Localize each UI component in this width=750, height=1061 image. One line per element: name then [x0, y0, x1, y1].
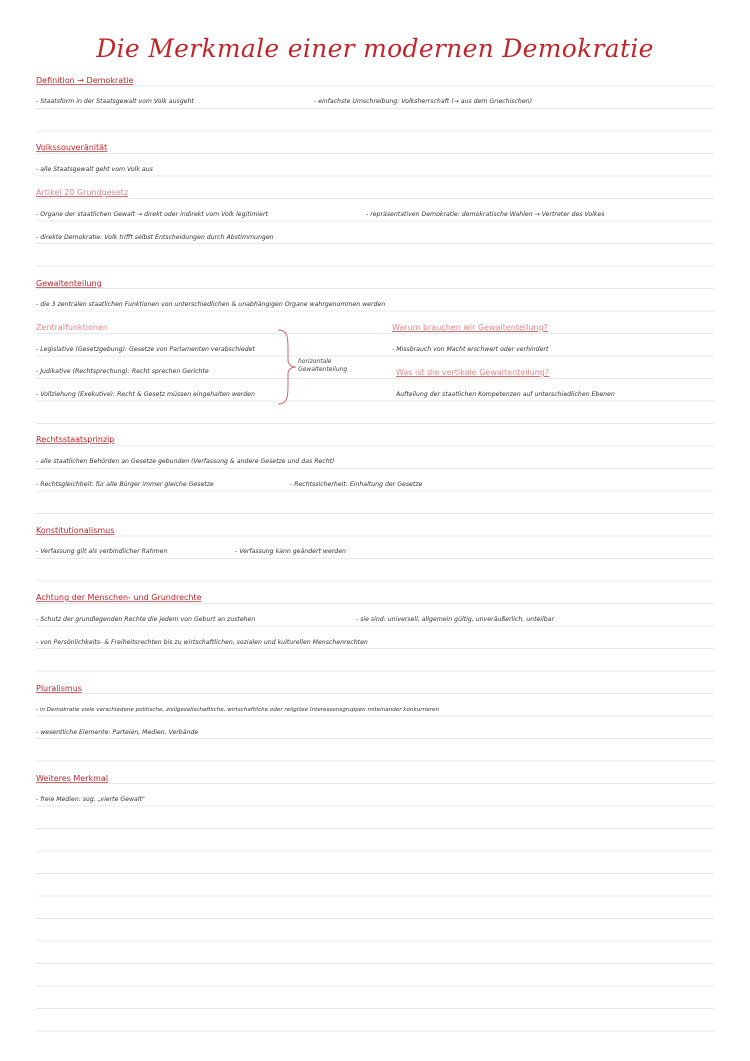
text-rechtsgleichheit: - Rechtsgleichheit: für alle Bürger immer gleiche Gesetze: [36, 481, 214, 488]
text-gewaltenteilung-1: - die 3 zentralen staatlichen Funktionen von unterschiedlichen & unabhängigen Organe wahrgenommen werden: [36, 301, 386, 308]
text-rechtsstaat-1: - alle staatlichen Behörden an Gesetze gebunden (Verfassung & andere Gesetze und das Recht): [36, 458, 335, 465]
text-grundrechte-1-left: - Schutz der grundlegenden Rechte die jedem von Geburt an zustehen: [36, 616, 256, 623]
brace-label-line-1: horizontale: [298, 358, 332, 365]
text-definition-left: - Staatsform in der Staatsgewalt vom Volk ausgeht: [36, 98, 194, 105]
heading-weiteres-merkmal: Weiteres Merkmal: [36, 774, 109, 783]
heading-konstitutionalismus: Konstitutionalismus: [36, 526, 115, 535]
page-title: Die Merkmale einer modernen Demokratie: [96, 34, 654, 63]
heading-definition: Definition → Demokratie: [36, 76, 134, 85]
subheading-zentralfunktionen: Zentralfunktionen: [36, 323, 108, 332]
text-volkssouveraenitaet-2-left: - Organe der staatlichen Gewalt → direkt oder indirekt vom Volk legitimiert: [36, 211, 268, 218]
text-missbrauch: - Missbrauch von Macht erschwert oder verhindert: [392, 346, 549, 353]
text-konstitutionalismus-left: - Verfassung gilt als verbindlicher Rahmen: [36, 548, 168, 555]
heading-rechtsstaatsprinzip: Rechtsstaatsprinzip: [36, 435, 115, 444]
brace-label-line-2: Gewaltenteilung: [298, 366, 348, 373]
text-konstitutionalismus-right: - Verfassung kann geändert werden: [235, 548, 346, 555]
text-grundrechte-2: - von Persönlichkeits- & Freiheitsrechten bis zu wirtschaftlichen, sozialen und kulturellen Menschenrechten: [36, 639, 368, 646]
brace-label: [298, 358, 347, 374]
text-pluralismus-1: - in Demokratie viele verschiedene politische, zivilgesellschaftliche, wirtschaftliche oder religiöse Interessensgruppen miteinander konkurrieren: [36, 707, 440, 713]
heading-grundrechte: Achtung der Menschen- und Grundrechte: [36, 593, 202, 602]
text-judikative: - Judikative (Rechtsprechung): Recht sprechen Gerichte: [36, 368, 209, 375]
text-volkssouveraenitaet-3: - direkte Demokratie: Volk trifft selbst Entscheidungen durch Abstimmungen: [36, 234, 274, 241]
subheading-vertikale-gewaltenteilung: Was ist die vertikale Gewaltenteilung?: [396, 368, 550, 377]
text-vertikale-aufteilung: Aufteilung der staatlichen Kompetenzen auf unterschiedlichen Ebenen: [396, 391, 615, 398]
text-grundrechte-1-right: - sie sind: universell, allgemein gültig, unveräußerlich, unteilbar: [356, 616, 555, 623]
heading-volkssouveraenitaet: Volkssouveränität: [36, 143, 108, 152]
text-volkssouveraenitaet-1: - alle Staatsgewalt geht vom Volk aus: [36, 166, 153, 173]
subheading-warum-gewaltenteilung: Warum brauchen wir Gewaltenteilung?: [392, 323, 548, 332]
heading-pluralismus: Pluralismus: [36, 684, 82, 693]
text-pluralismus-2: - wesentliche Elemente: Parteien, Medien, Verbände: [36, 729, 199, 736]
heading-gewaltenteilung: Gewaltenteilung: [36, 279, 102, 288]
text-rechtssicherheit: - Rechtssicherheit: Einhaltung der Gesetze: [290, 481, 423, 488]
text-definition-right: - einfachste Umschreibung: Volksherrschaft (→ aus dem Griechischen): [314, 98, 532, 105]
text-freie-medien: - freie Medien: sog. „vierte Gewalt": [36, 796, 145, 803]
subheading-artikel-20: Artikel 20 Grundgesetz: [36, 188, 129, 197]
text-volkssouveraenitaet-2-right: - repräsentativen Demokratie: demokratische Wahlen → Vertreter des Volkes: [366, 211, 605, 218]
text-exekutive: - Vollziehung (Exekutive): Recht & Gesetz müssen eingehalten werden: [36, 391, 255, 398]
text-legislative: - Legislative (Gesetzgebung): Gesetze von Parlamenten verabschiedet: [36, 346, 255, 353]
curly-brace-icon: [276, 328, 298, 406]
